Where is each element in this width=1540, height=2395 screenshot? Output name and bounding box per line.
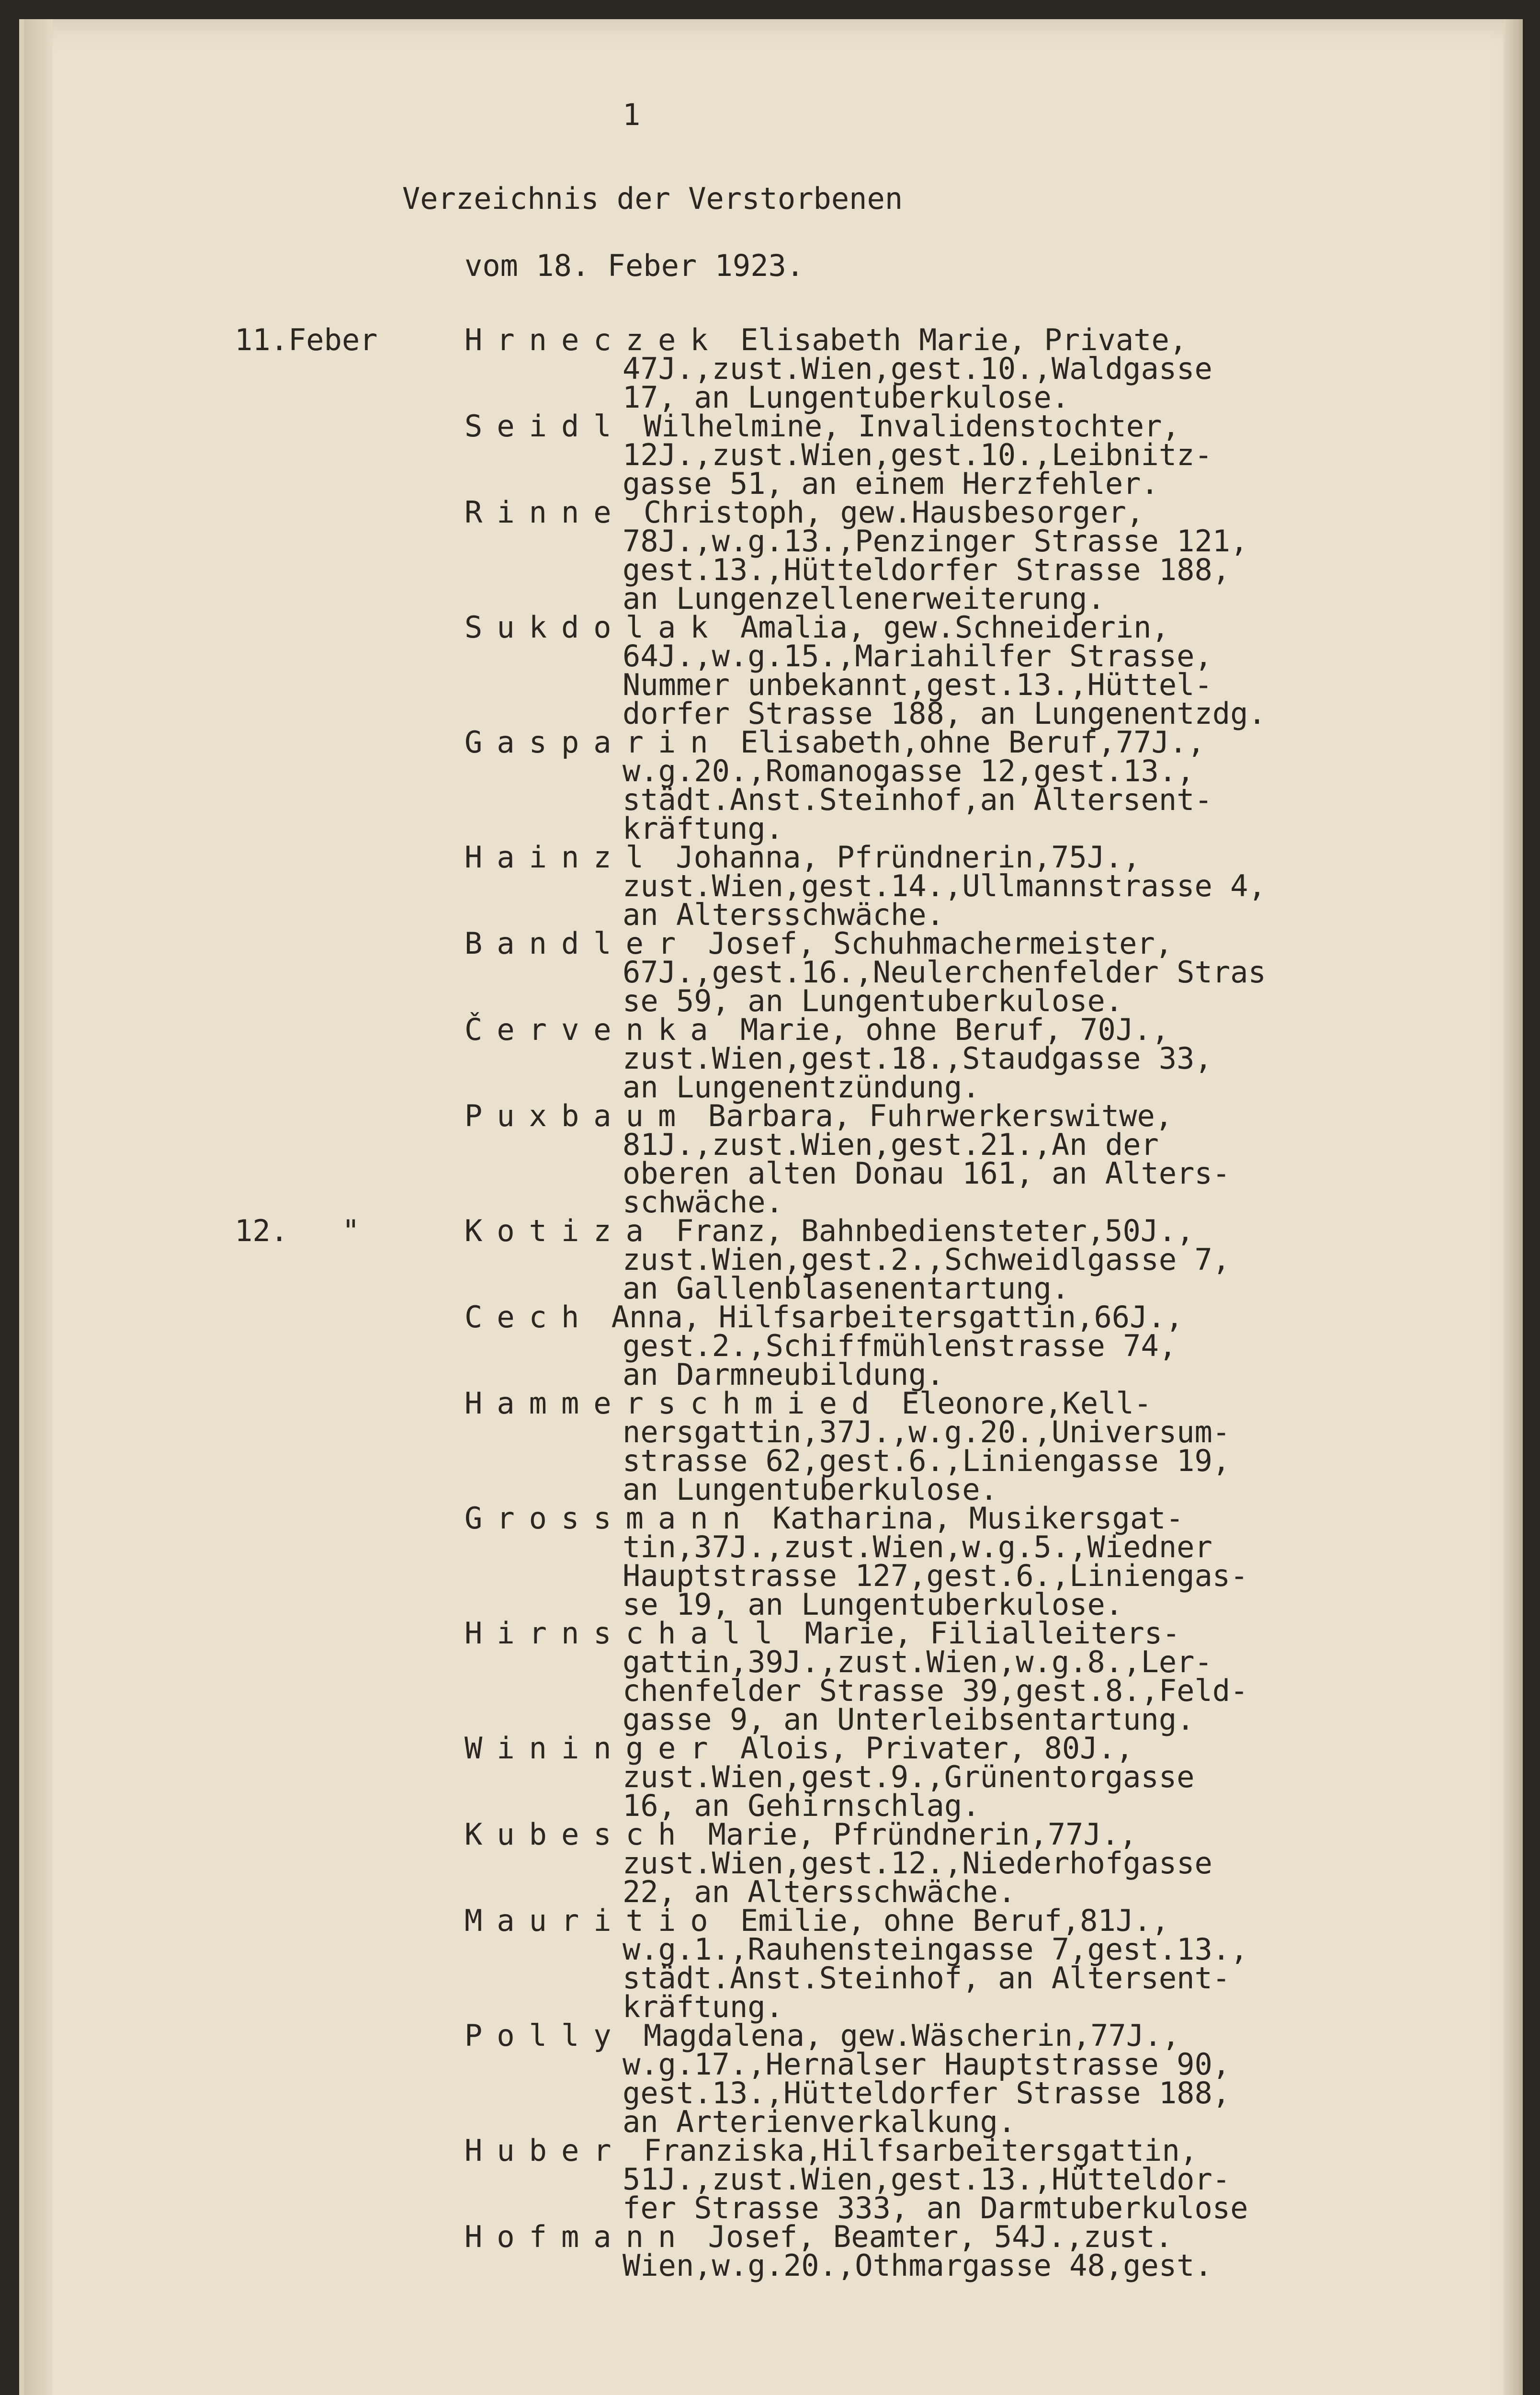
entry-first-line [464,1300,1508,1334]
entry-surname: Bandler [464,926,691,961]
entry-body [464,926,1508,1018]
entry-body [464,1501,1508,1622]
entry-first-line [464,2133,1508,2168]
document-page [19,19,1523,2395]
entry-first-line [464,610,1508,645]
entry-line: gest.13.,Hütteldorfer Strasse 188, [623,552,1231,587]
entry-body [464,725,1508,846]
entry-line: zust.Wien,gest.12.,Niederhofgasse [623,1846,1212,1881]
entry-surname: Mauritio [464,1903,723,1938]
entry-line: Wien,w.g.20.,Othmargasse 48,gest. [623,2248,1212,2283]
register-entry [24,2133,1508,2225]
entry-first-line [464,1731,1508,1766]
entry-line: an Lungenentzündung. [623,1070,980,1105]
entry-line: Wilhelmine, Invalidenstochter, [643,409,1180,444]
entry-line: 12J.,zust.Wien,gest.10.,Leibnitz- [623,437,1212,472]
entry-line: chenfelder Strasse 39,gest.8.,Feld- [623,1673,1248,1708]
entry-line: Anna, Hilfsarbeitersgattin,66J., [611,1300,1184,1334]
entry-surname: Wininger [464,1731,723,1766]
entry-surname: Hofmann [464,2219,691,2254]
entry-line: an Altersschwäche. [623,897,944,932]
register-entry [24,926,1508,1018]
entry-line: an Darmneubildung. [623,1357,944,1392]
entry-line: Marie, ohne Beruf, 70J., [740,1012,1169,1047]
entry-line: strasse 62,gest.6.,Liniengasse 19, [623,1443,1231,1478]
entry-body [464,1213,1508,1306]
entry-line: tin,37J.,zust.Wien,w.g.5.,Wiedner [623,1529,1212,1564]
entry-surname: Gasparin [464,725,723,760]
register-entry [24,1616,1508,1737]
entry-first-line [464,926,1508,961]
entry-body [464,2018,1508,2139]
entry-line: 47J.,zust.Wien,gest.10.,Waldgasse [623,351,1212,386]
entry-surname: Seidl [464,409,626,444]
entry-surname: Hammerschmied [464,1386,884,1421]
entry-surname: Hainzl [464,840,658,875]
entry-first-line [464,1098,1508,1133]
entry-first-line [464,840,1508,875]
entry-first-line [464,2219,1508,2254]
entry-surname: Rinne [464,495,626,530]
entry-surname: Hrneczek [464,322,723,357]
entry-line: dorfer Strasse 188, an Lungenentzdg. [623,696,1266,731]
entry-body [464,1817,1508,1909]
document-subtitle: vom 18. Feber 1923. [464,248,804,283]
entry-body [464,610,1508,731]
entry-line: Josef, Beamter, 54J.,zust. [708,2219,1173,2254]
entry-first-line [464,1501,1508,1536]
document-title: Verzeichnis der Verstorbenen [402,181,903,216]
entry-surname: Sukdolak [464,610,723,645]
entry-line: zust.Wien,gest.2.,Schweidlgasse 7, [623,1242,1231,1277]
entry-surname: Kotiza [464,1213,658,1248]
entry-line: se 19, an Lungentuberkulose. [623,1587,1123,1622]
register-entry [24,1501,1508,1622]
entry-line: 16, an Gehirnschlag. [623,1788,980,1823]
entry-line: zust.Wien,gest.9.,Grünentorgasse [623,1759,1195,1794]
entry-body [464,1300,1508,1392]
entry-first-line [464,1817,1508,1852]
register-entry [24,2018,1508,2139]
entry-surname: Huber [464,2133,626,2168]
entry-body [464,1731,1508,1823]
register-entry [24,1817,1508,1909]
entry-line: zust.Wien,gest.18.,Staudgasse 33, [623,1041,1212,1076]
entry-line: oberen alten Donau 161, an Alters- [623,1156,1231,1191]
register-entry [24,495,1508,616]
entry-surname: Kubesch [464,1817,691,1852]
entry-date: 11.Feber [235,322,378,357]
entry-line: nersgattin,37J.,w.g.20.,Universum- [623,1414,1231,1449]
entry-line: an Gallenblasenentartung. [623,1271,1070,1306]
entry-line: gattin,39J.,zust.Wien,w.g.8.,Ler- [623,1644,1212,1679]
entry-line: se 59, an Lungentuberkulose. [623,983,1123,1018]
entry-body [464,840,1508,932]
entry-line: Josef, Schuhmachermeister, [708,926,1173,961]
entry-line: gest.2.,Schiffmühlenstrasse 74, [623,1328,1177,1363]
entry-surname: Polly [464,2018,626,2053]
entry-line: kräftung. [623,811,783,846]
entry-body [464,1012,1508,1105]
entry-surname: Červenka [464,1012,723,1047]
entry-line: Emilie, ohne Beruf,81J., [740,1903,1169,1938]
register-entry [24,409,1508,501]
entry-first-line [464,409,1508,444]
entry-surname: Hirnschall [464,1616,787,1651]
entry-line: Alois, Privater, 80J., [740,1731,1134,1766]
entry-body [464,322,1508,415]
entry-body [464,409,1508,501]
entry-body [464,2219,1508,2283]
entry-line: Nummer unbekannt,gest.13.,Hüttel- [623,667,1212,702]
register-entry [24,1903,1508,2024]
entry-line: Elisabeth Marie, Private, [740,322,1188,357]
register-entry [24,1012,1508,1105]
entry-line: Amalia, gew.Schneiderin, [740,610,1169,645]
register-entry [24,1386,1508,1507]
entry-line: Marie, Filialleiters- [804,1616,1180,1651]
entry-line: Elisabeth,ohne Beruf,77J., [740,725,1205,760]
register-entry [24,1213,1508,1306]
entry-line: Franziska,Hilfsarbeitersgattin, [643,2133,1198,2168]
entry-line: w.g.1.,Rauhensteingasse 7,gest.13., [623,1932,1248,1967]
entry-first-line [464,725,1508,760]
entry-body [464,1903,1508,2024]
entry-line: gest.13.,Hütteldorfer Strasse 188, [623,2076,1231,2110]
entry-line: an Lungentuberkulose. [623,1472,998,1507]
entry-line: 22, an Altersschwäche. [623,1874,1016,1909]
register-entry [24,725,1508,846]
entry-line: Marie, Pfründnerin,77J., [708,1817,1137,1852]
entry-line: gasse 9, an Unterleibsentartung. [623,1702,1195,1737]
register-entry [24,1300,1508,1392]
entry-line: schwäche. [623,1185,783,1220]
entry-first-line [464,1386,1508,1421]
entry-body [464,495,1508,616]
register-entry [24,1731,1508,1823]
entry-line: w.g.17.,Hernalser Hauptstrasse 90, [623,2047,1231,2082]
entry-line: Johanna, Pfründnerin,75J., [676,840,1141,875]
entry-line: Franz, Bahnbediensteter,50J., [676,1213,1194,1248]
entry-surname: Puxbaum [464,1098,691,1133]
entry-body [464,1098,1508,1220]
entry-line: 78J.,w.g.13.,Penzinger Strasse 121, [623,524,1248,559]
entry-line: 67J.,gest.16.,Neulerchenfelder Stras [623,955,1266,990]
entry-body [464,1386,1508,1507]
entry-line: 51J.,zust.Wien,gest.13.,Hütteldor- [623,2162,1231,2197]
entry-line: gasse 51, an einem Herzfehler. [623,466,1159,501]
entry-first-line [464,2018,1508,2053]
entry-line: städt.Anst.Steinhof, an Altersent- [623,1961,1231,1996]
entry-line: Magdalena, gew.Wäscherin,77J., [643,2018,1180,2053]
entry-line: städt.Anst.Steinhof,an Altersent- [623,782,1212,817]
entry-line: Katharina, Musikersgat- [772,1501,1184,1536]
entry-line: an Lungenzellenerweiterung. [623,581,1105,616]
entry-line: Eleonore,Kell- [901,1386,1152,1421]
entry-first-line [464,322,1508,357]
entry-line: w.g.20.,Romanogasse 12,gest.13., [623,753,1195,788]
entry-line: 64J.,w.g.15.,Mariahilfer Strasse, [623,639,1212,673]
entry-date: 12. " [235,1213,360,1248]
entry-line: fer Strasse 333, an Darmtuberkulose [623,2190,1248,2225]
entry-first-line [464,1213,1508,1248]
register-entry [24,2219,1508,2283]
entry-surname: Grossmann [464,1501,755,1536]
entry-first-line [464,1616,1508,1651]
entry-body [464,2133,1508,2225]
entry-surname: Cech [464,1300,594,1334]
register-entry [24,610,1508,731]
entry-first-line [464,1903,1508,1938]
entry-line: Christoph, gew.Hausbesorger, [643,495,1144,530]
death-register-list [24,322,1508,2283]
entry-line: Barbara, Fuhrwerkerswitwe, [708,1098,1173,1133]
entry-body [464,1616,1508,1737]
entry-line: 81J.,zust.Wien,gest.21.,An der [623,1127,1159,1162]
entry-line: Hauptstrasse 127,gest.6.,Liniengas- [623,1558,1248,1593]
entry-first-line [464,1012,1508,1047]
register-entry [24,322,1508,415]
entry-line: 17, an Lungentuberkulose. [623,380,1070,415]
entry-line: zust.Wien,gest.14.,Ullmannstrasse 4, [623,868,1266,903]
entry-line: kräftung. [623,1989,783,2024]
register-entry [24,840,1508,932]
page-number: 1 [623,97,641,132]
register-entry [24,1098,1508,1220]
entry-first-line [464,495,1508,530]
entry-line: an Arterienverkalkung. [623,2104,1016,2139]
